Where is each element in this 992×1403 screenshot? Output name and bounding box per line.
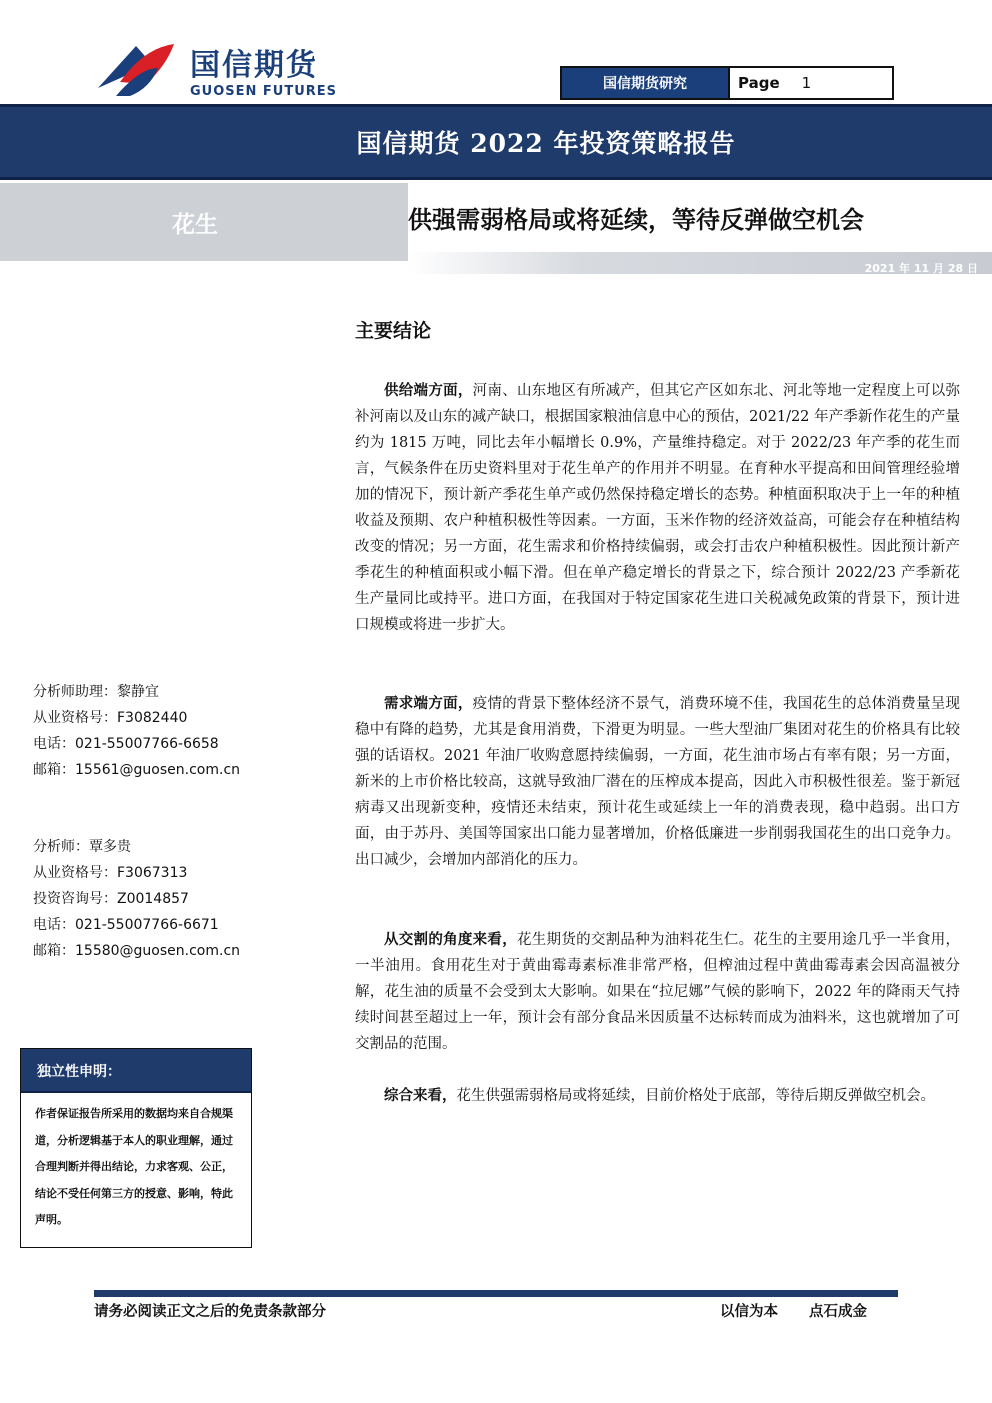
paragraph-text: 河南、山东地区有所减产，但其它产区如东北、河北等地一定程度上可以弥补河南以及山东的减产缺口，根据国家粮油信息中心的预估，2021/22 年产季新作花生的产量约为 1815 万吨，同比去年小幅增长 0.9%，产量维持稳定。对于 2022/23 年产季的花生而言，气候条件在历史资料里对于花生单产的作用并不明显。在育种水平提高和田间管理经验增加的情况下，预计新产季花生单产或仍然保持稳定增长的态势。种植面积取决于上一年的种植收益及预期、农户种植积极性等因素。一方面，玉米作物的经济效益高，可能会存在种植结构改变的情况；另一方面，花生需求和价格持续偏弱，或会打击农户种植积极性。因此预计新产季花生的种植面积或小幅下滑。但在单产稳定增长的背景之下，综合预计 2022/23 产季新花生产量同比或持平。进口方面，在我国对于特定国家花生进口关税减免政策的背景下，预计进口规模或将进一步扩大。 — [355, 383, 961, 633]
footer-disclaimer: 请务必阅读正文之后的免责条款部分 — [94, 1303, 326, 1320]
analyst-assistant-info — [33, 679, 240, 783]
page-number: 1 — [801, 74, 812, 92]
logo-english-name: GUOSEN FUTURES — [190, 84, 338, 99]
independence-text: 作者保证报告所采用的数据均来自合规渠道，分析逻辑基于本人的职业理解，通过合理判断并得出结论，力求客观、公正，结论不受任何第三方的授意、影响，特此声明。 — [35, 1107, 233, 1226]
page-label: Page — [738, 74, 780, 92]
report-banner — [0, 104, 992, 180]
category-box — [0, 183, 408, 261]
paragraph-text: 花生期货的交割品种为油料花生仁。花生的主要用途几乎一半食用，一半油用。食用花生对于黄曲霉毒素标准非常严格，但榨油过程中黄曲霉毒素会因高温被分解，花生油的质量不会受到太大影响。如果在“拉尼娜”气候的影响下，2022 年的降雨天气持续时间甚至超过上一年，预计会有部分食品米因质量不达标转而成为油料米，这也就增加了可交割品的范围。 — [355, 932, 961, 1052]
paragraph-delivery — [355, 927, 960, 1057]
paragraph-lead: 从交割的角度来看， — [384, 931, 517, 948]
guosen-logo-icon — [96, 38, 176, 100]
independence-statement-box — [20, 1048, 252, 1248]
analyst-license: 从业资格号：F3082440 — [33, 710, 188, 726]
analyst-name: 分析师助理：黎静宜 — [33, 684, 159, 700]
research-page-box — [560, 66, 894, 100]
analyst-info — [33, 834, 240, 964]
headline: 供强需弱格局或将延续，等待反弹做空机会 — [408, 205, 864, 234]
report-title: 国信期货 2022 年投资策略报告 — [356, 129, 736, 158]
analyst-phone: 电话：021-55007766-6658 — [33, 736, 219, 752]
analyst-phone: 电话：021-55007766-6671 — [33, 917, 219, 933]
footer-slogan: 以信为本 点石成金 — [720, 1303, 868, 1320]
paragraph-supply — [355, 378, 960, 638]
category-label: 花生 — [172, 210, 218, 238]
section-title: 主要结论 — [355, 320, 432, 342]
footer-divider — [94, 1290, 898, 1297]
research-label: 国信期货研究 — [562, 68, 730, 98]
analyst-consult-number: 投资咨询号：Z0014857 — [33, 891, 189, 907]
paragraph-lead: 需求端方面， — [384, 695, 473, 712]
paragraph-lead: 供给端方面， — [384, 382, 473, 399]
paragraph-demand — [355, 691, 960, 873]
paragraph-lead: 综合来看， — [384, 1087, 457, 1104]
independence-title: 独立性申明： — [21, 1049, 251, 1093]
analyst-name: 分析师：覃多贵 — [33, 839, 131, 855]
analyst-email: 邮箱：15561@guosen.com.cn — [33, 762, 241, 778]
paragraph-summary — [355, 1083, 960, 1109]
analyst-license: 从业资格号：F3067313 — [33, 865, 188, 881]
paragraph-text: 花生供强需弱格局或将延续，目前价格处于底部，等待后期反弹做空机会。 — [456, 1088, 935, 1104]
analyst-email: 邮箱：15580@guosen.com.cn — [33, 943, 241, 959]
paragraph-text: 疫情的背景下整体经济不景气，消费环境不佳，我国花生的总体消费量呈现稳中有降的趋势，尤其是食用消费，下滑更为明显。一些大型油厂集团对花生的价格具有比较强的话语权。2021 年油厂收购意愿持续偏弱，一方面，花生油市场占有率有限；另一方面，新米的上市价格比较高，这就导致油厂潜在的压榨成本提高，因此入市积极性很差。鉴于新冠病毒又出现新变种，疫情还未结束，预计花生或延续上一年的消费表现，稳中趋弱。出口方面，由于苏丹、美国等国家出口能力显著增加，价格低廉进一步削弱我国花生的出口竞争力。出口减少，会增加内部消化的压力。 — [355, 696, 961, 868]
logo-chinese-name: 国信期货 — [190, 48, 318, 83]
page-indicator — [730, 68, 892, 98]
report-date: 2021 年 11 月 28 日 — [864, 262, 978, 275]
